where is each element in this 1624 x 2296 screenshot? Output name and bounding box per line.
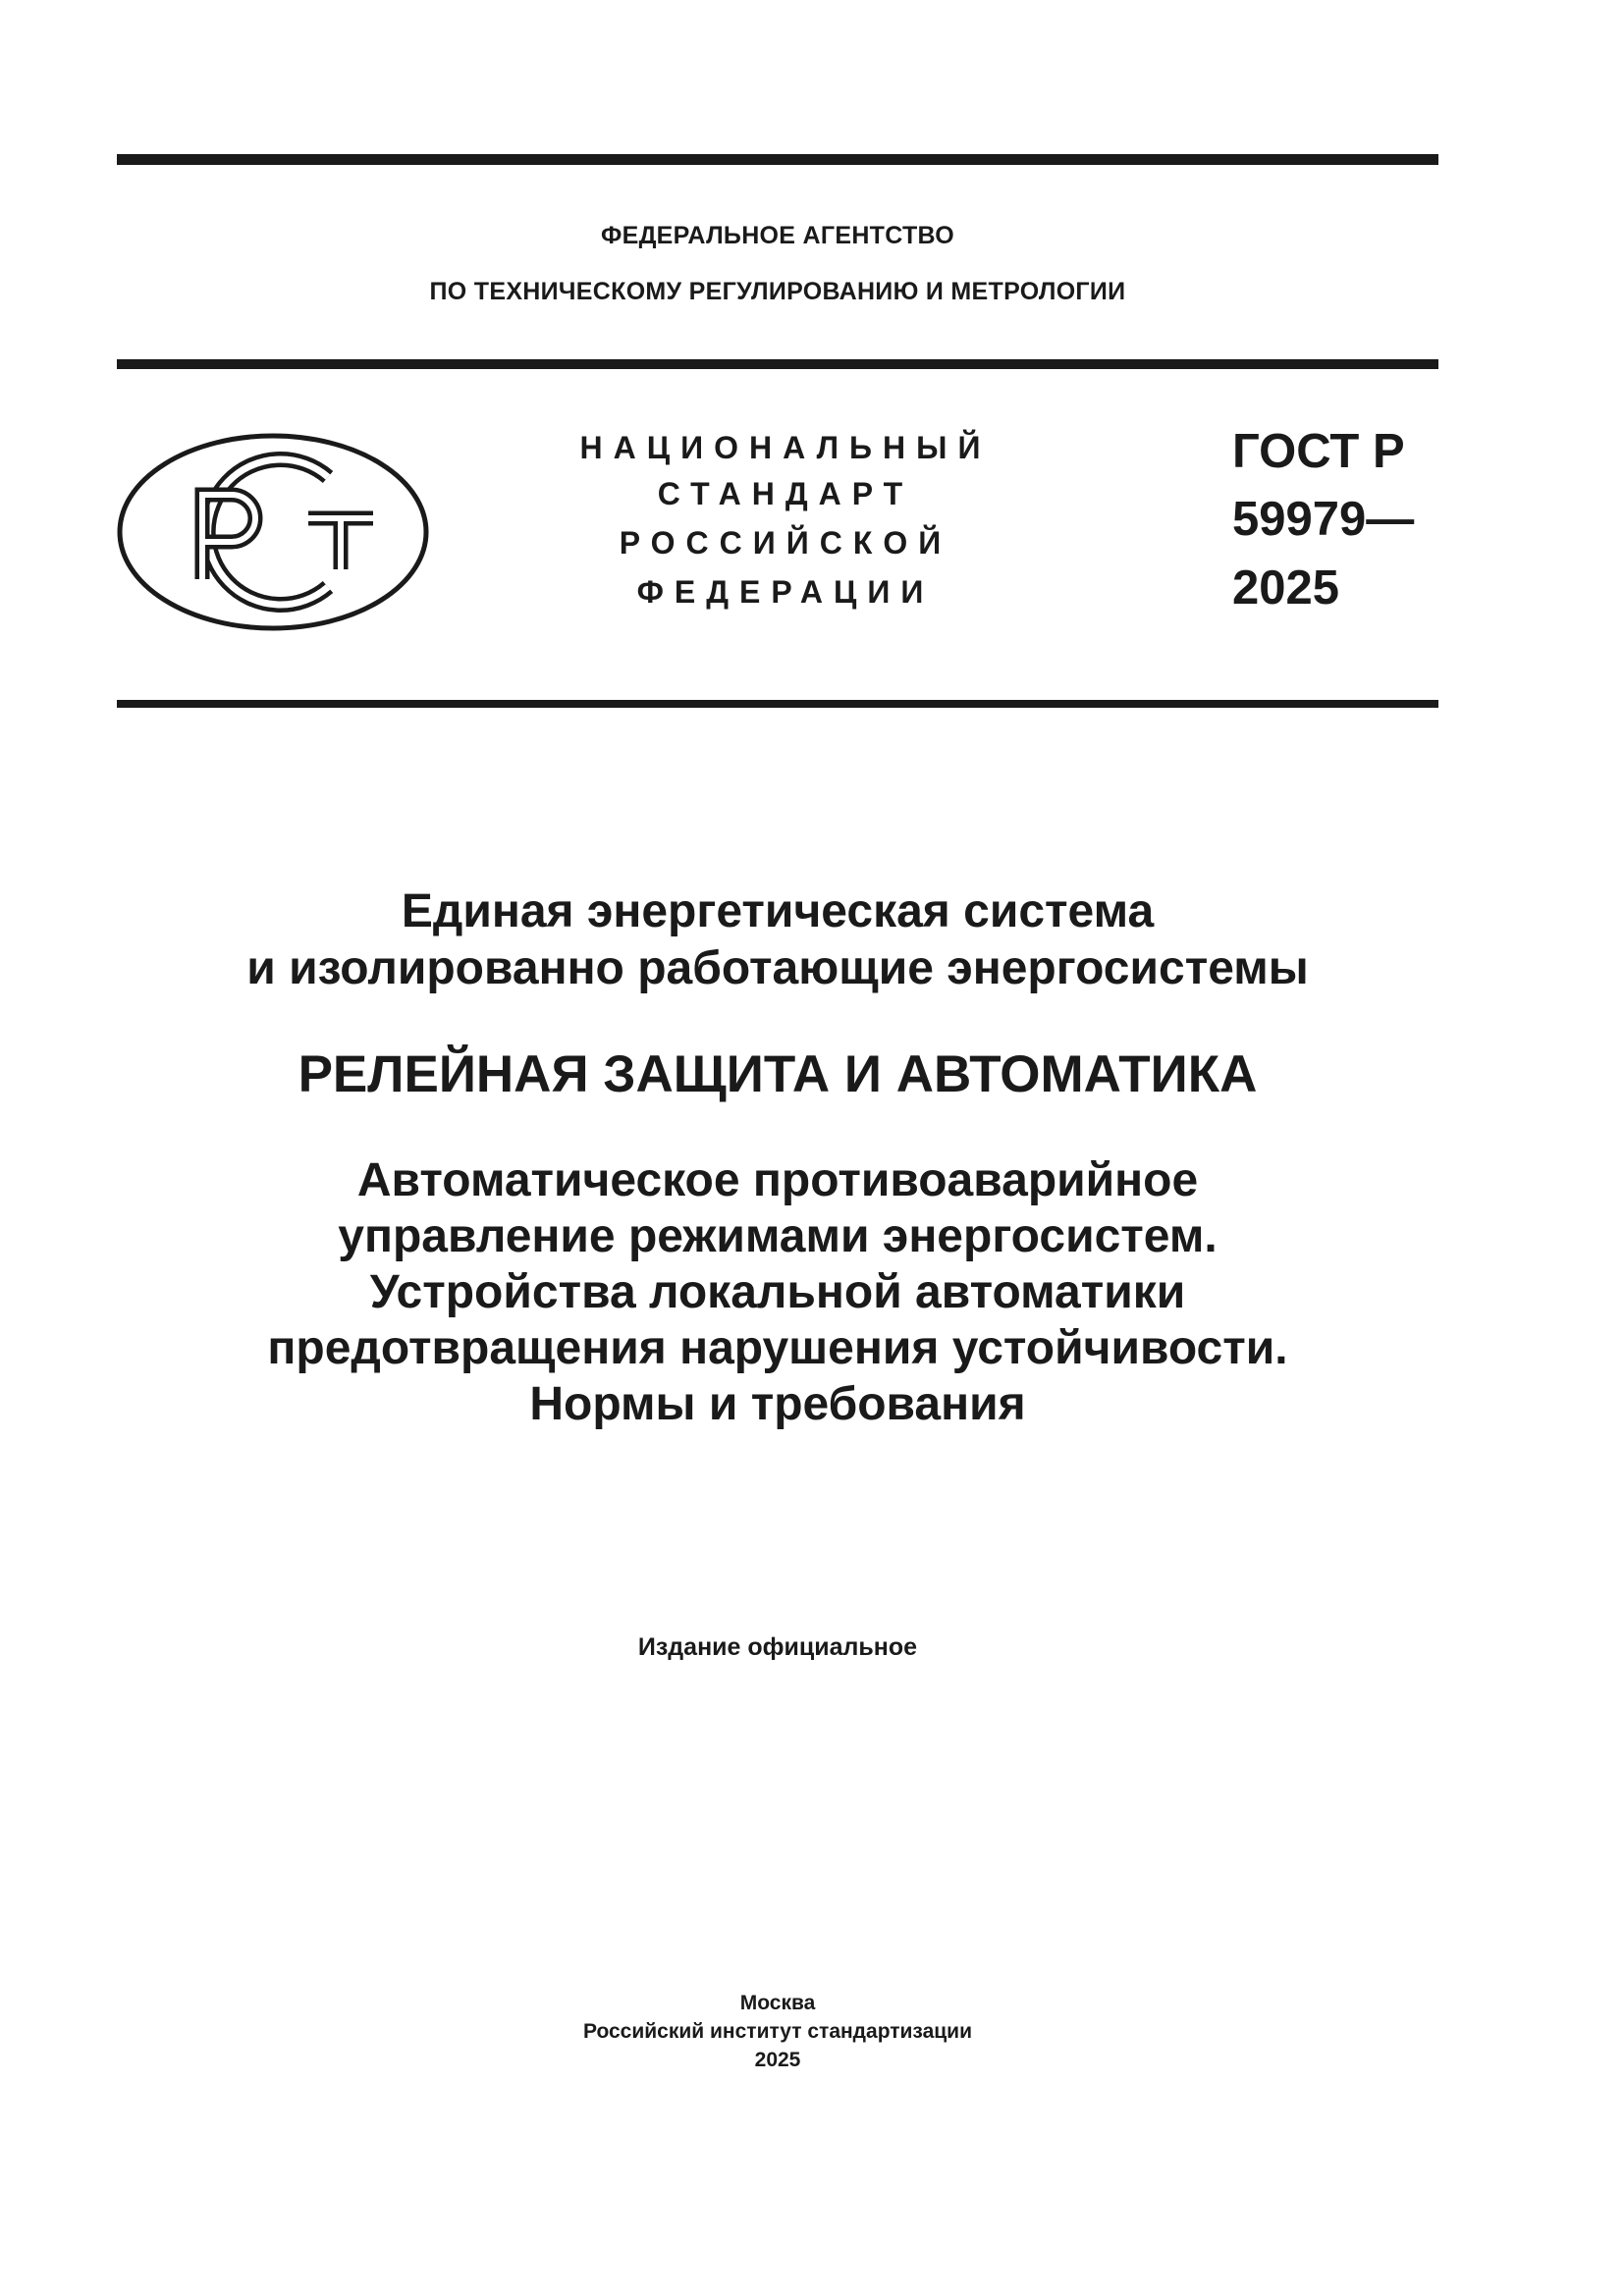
standard-designation-line-3: 2025	[1232, 561, 1340, 614]
subtitle-line-5: Нормы и требования	[529, 1378, 1026, 1430]
system-title-line-1: Единая энергетическая система	[401, 885, 1155, 937]
standard-designation-line-1: ГОСТ Р	[1232, 425, 1405, 478]
agency-name-line-2: ПО ТЕХНИЧЕСКОМУ РЕГУЛИРОВАНИЮ И МЕТРОЛОГИИ	[429, 278, 1126, 305]
national-standard-line-3: РОССИЙСКОЙ	[619, 525, 952, 561]
subtitle-line-3: Устройства локальной автоматики	[369, 1266, 1186, 1318]
publisher-block	[117, 1989, 1438, 2074]
edition-label: Издание официальное	[637, 1633, 918, 1661]
rst-certification-logo-icon	[116, 432, 430, 633]
national-standard-line-4: ФЕДЕРАЦИИ	[636, 574, 935, 610]
subtitle-line-4: предотвращения нарушения устойчивости.	[267, 1322, 1288, 1374]
document-subtitle	[117, 1152, 1438, 1432]
top-rule	[117, 154, 1438, 165]
system-title-line-2: и изолированно работающие энергосистемы	[246, 942, 1309, 994]
subtitle-line-2: управление режимами энергосистем.	[338, 1210, 1218, 1262]
system-title	[117, 883, 1438, 997]
bottom-rule	[117, 700, 1438, 708]
subtitle-line-1: Автоматическое противоаварийное	[356, 1154, 1199, 1206]
national-standard-line-1: НАЦИОНАЛЬНЫЙ	[579, 430, 992, 465]
main-title: РЕЛЕЙНАЯ ЗАЩИТА И АВТОМАТИКА	[298, 1045, 1258, 1103]
standard-designation-line-2: 59979—	[1232, 493, 1415, 546]
publisher-institute: Российский институт стандартизации	[582, 2020, 973, 2043]
publisher-city: Москва	[739, 1992, 816, 2014]
agency-name-line-1: ФЕДЕРАЛЬНОЕ АГЕНТСТВО	[600, 222, 955, 249]
middle-rule	[117, 359, 1438, 369]
national-standard-line-2: СТАНДАРТ	[657, 476, 914, 511]
publication-year: 2025	[754, 2049, 801, 2071]
